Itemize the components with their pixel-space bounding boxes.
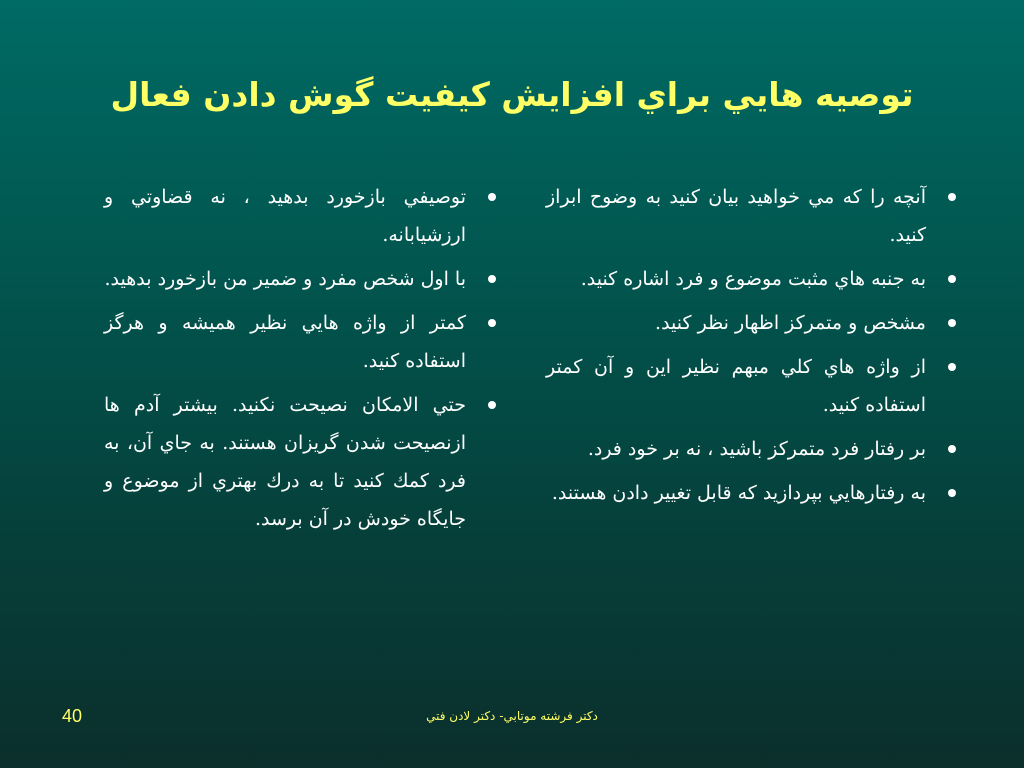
bullet-item <box>104 178 504 254</box>
bullet-text: توصيفي بازخورد بدهيد ، نه قضاوتي و ارزشيابانه. <box>104 186 466 246</box>
bullet-item <box>546 430 964 468</box>
bullet-dot-icon <box>948 275 956 283</box>
bullet-list-right <box>546 178 964 518</box>
bullet-item <box>104 260 504 298</box>
bullet-dot-icon <box>488 193 496 201</box>
bullet-item <box>546 260 964 298</box>
bullet-dot-icon <box>488 401 496 409</box>
bullet-text: به جنبه هاي مثبت موضوع و فرد اشاره كنيد. <box>580 268 926 290</box>
bullet-item <box>546 304 964 342</box>
bullet-text: مشخص و متمركز اظهار نظر كنيد. <box>655 312 926 334</box>
bullet-text: با اول شخص مفرد و ضمير من بازخورد بدهيد. <box>104 268 466 290</box>
bullet-dot-icon <box>948 319 956 327</box>
bullet-text: آنچه را كه مي خواهيد بيان كنيد به وضوح ابراز كنيد. <box>546 186 926 246</box>
bullet-text: حتي الامكان نصيحت نكنيد. بيشتر آدم ها ازنصيحت شدن گريزان هستند. به جاي آن، به فرد كمك كنيد تا به درك بهتري از موضوع و جايگاه خودش در آن برسد. <box>104 394 466 530</box>
footer-author: دكتر فرشته موتابي- دكتر لادن فتي <box>426 709 598 723</box>
bullet-text: به رفتارهايي بپردازيد كه قابل تغيير دادن هستند. <box>551 482 926 504</box>
bullet-dot-icon <box>948 489 956 497</box>
bullet-item <box>546 348 964 424</box>
bullet-text: كمتر از واژه هايي نظير هميشه و هرگز استفاده كنيد. <box>104 312 466 372</box>
bullet-dot-icon <box>948 363 956 371</box>
bullet-text: از واژه هاي كلي مبهم نظير اين و آن كمتر استفاده كنيد. <box>546 356 926 416</box>
bullet-text: بر رفتار فرد متمركز باشيد ، نه بر خود فرد. <box>587 438 926 460</box>
bullet-dot-icon <box>948 193 956 201</box>
slide-title: توصيه هايي براي افزايش كيفيت گوش دادن فعال <box>110 75 914 114</box>
bullet-list-left <box>104 178 504 544</box>
bullet-dot-icon <box>488 275 496 283</box>
bullet-item <box>546 178 964 254</box>
bullet-item <box>104 304 504 380</box>
bullet-item <box>546 474 964 512</box>
bullet-item <box>104 386 504 538</box>
bullet-dot-icon <box>488 319 496 327</box>
page-number: 40 <box>62 706 83 726</box>
bullet-dot-icon <box>948 445 956 453</box>
